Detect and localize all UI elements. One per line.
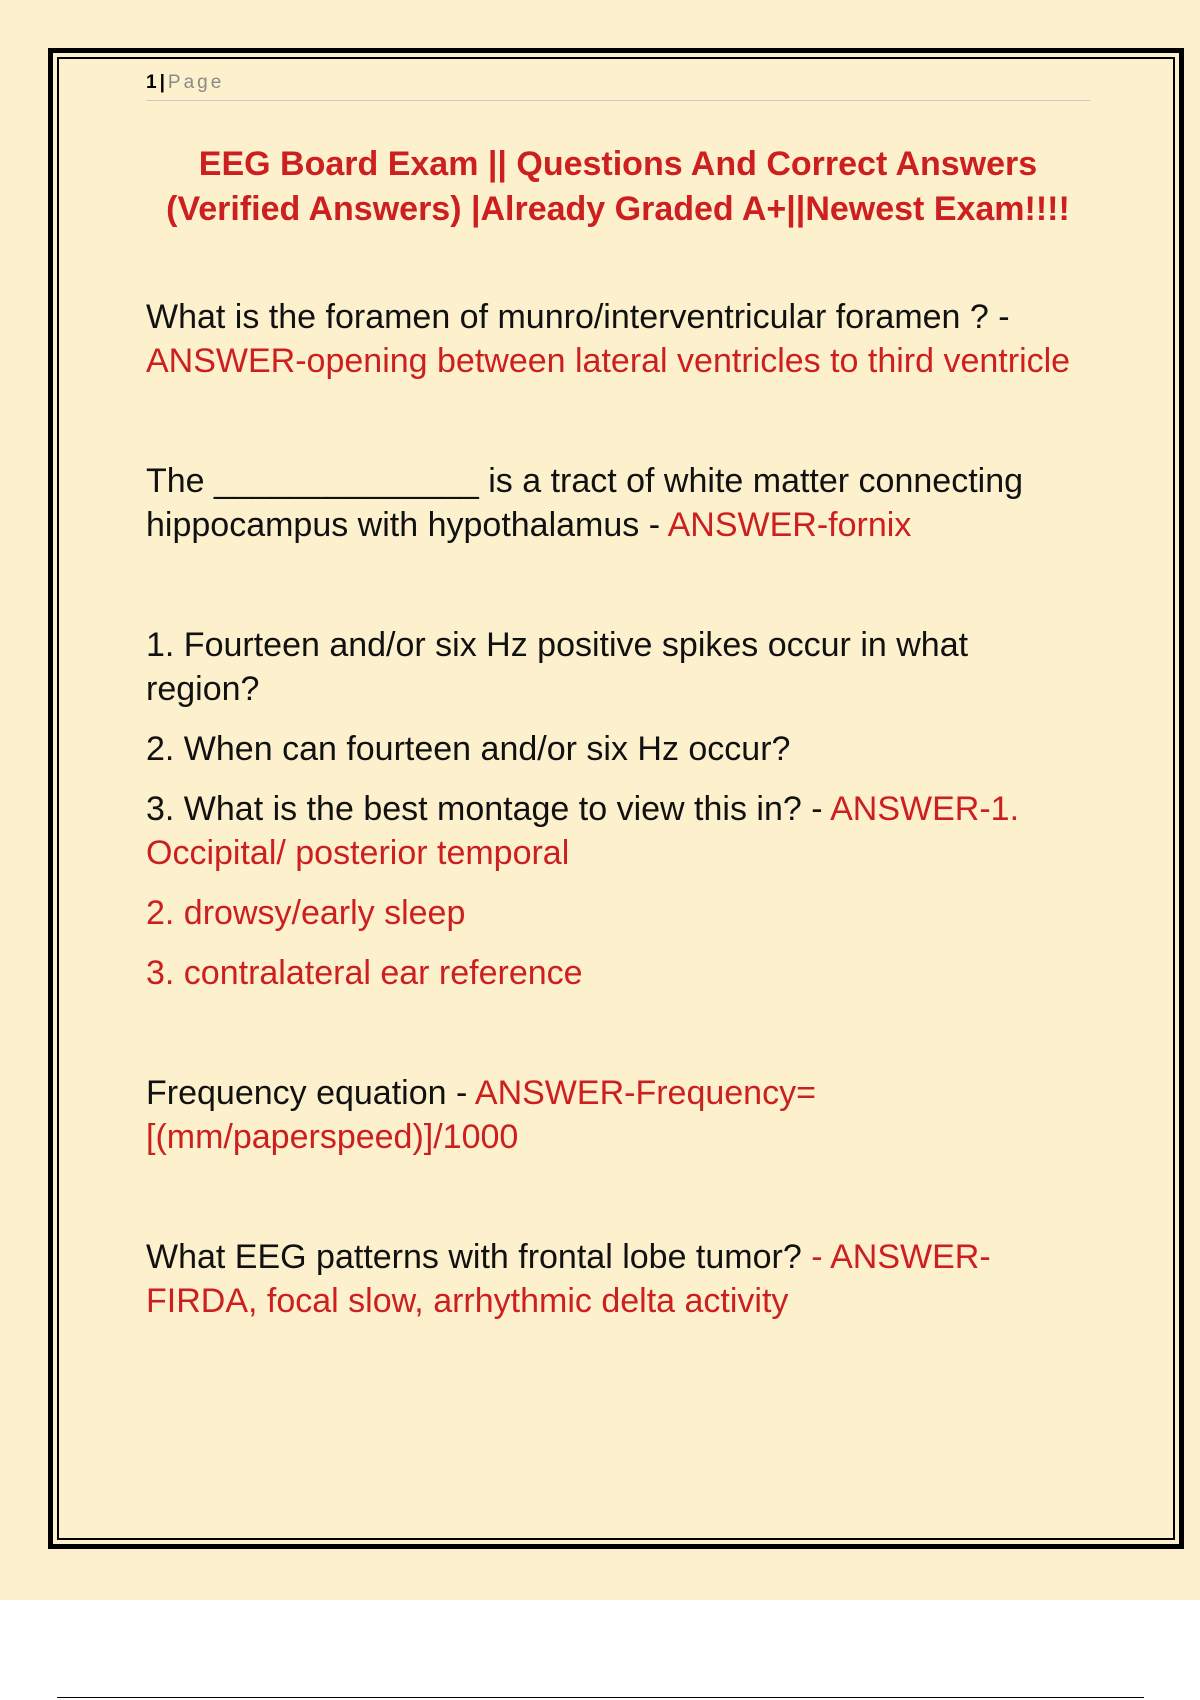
question-3-line-3-text: 3. What is the best montage to view this in? - [146, 790, 831, 828]
qa-item-1 [146, 295, 1090, 383]
qa-item-5 [146, 1235, 1090, 1323]
answer-3-line-3: 3. contralateral ear reference [146, 954, 583, 992]
footer-rule [57, 1697, 1144, 1698]
answer-3-line-1: ANSWER-1. Occipital/ posterior temporal [146, 790, 1020, 872]
page-separator: | [159, 72, 165, 93]
question-3-line-2: 2. When can fourteen and/or six Hz occur? [146, 730, 791, 768]
qa-item-2 [146, 459, 1090, 547]
question-3-line-3 [146, 787, 1090, 875]
answer-3-line-2: 2. drowsy/early sleep [146, 894, 466, 932]
question-3-line-1: 1. Fourteen and/or six Hz positive spikes occur in what region? [146, 626, 969, 708]
answer-5: - ANSWER-FIRDA, focal slow, arrhythmic delta activity [146, 1238, 991, 1320]
page-number: 1 [146, 72, 157, 93]
answer-4: ANSWER-Frequency=[(mm/paperspeed)]/1000 [146, 1074, 816, 1156]
qa-item-4 [146, 1071, 1090, 1159]
page-header [146, 72, 1090, 101]
qa-content [146, 295, 1090, 1323]
question-5: What EEG patterns with frontal lobe tumor? [146, 1238, 812, 1276]
document-title: EEG Board Exam || Questions And Correct Answers (Verified Answers) |Already Graded A+||Newest Exam!!!! [166, 145, 1070, 228]
question-1: What is the foramen of munro/interventricular foramen ? - [146, 298, 1010, 336]
answer-2: ANSWER-fornix [667, 506, 912, 544]
qa-item-3 [146, 623, 1090, 995]
answer-1: ANSWER-opening between lateral ventricles to third ventricle [146, 342, 1071, 380]
question-2: The ______________ is a tract of white matter connecting hippocampus with hypothalamus - [146, 462, 1024, 544]
question-4: Frequency equation - [146, 1074, 475, 1112]
page-label: Page [167, 72, 225, 93]
